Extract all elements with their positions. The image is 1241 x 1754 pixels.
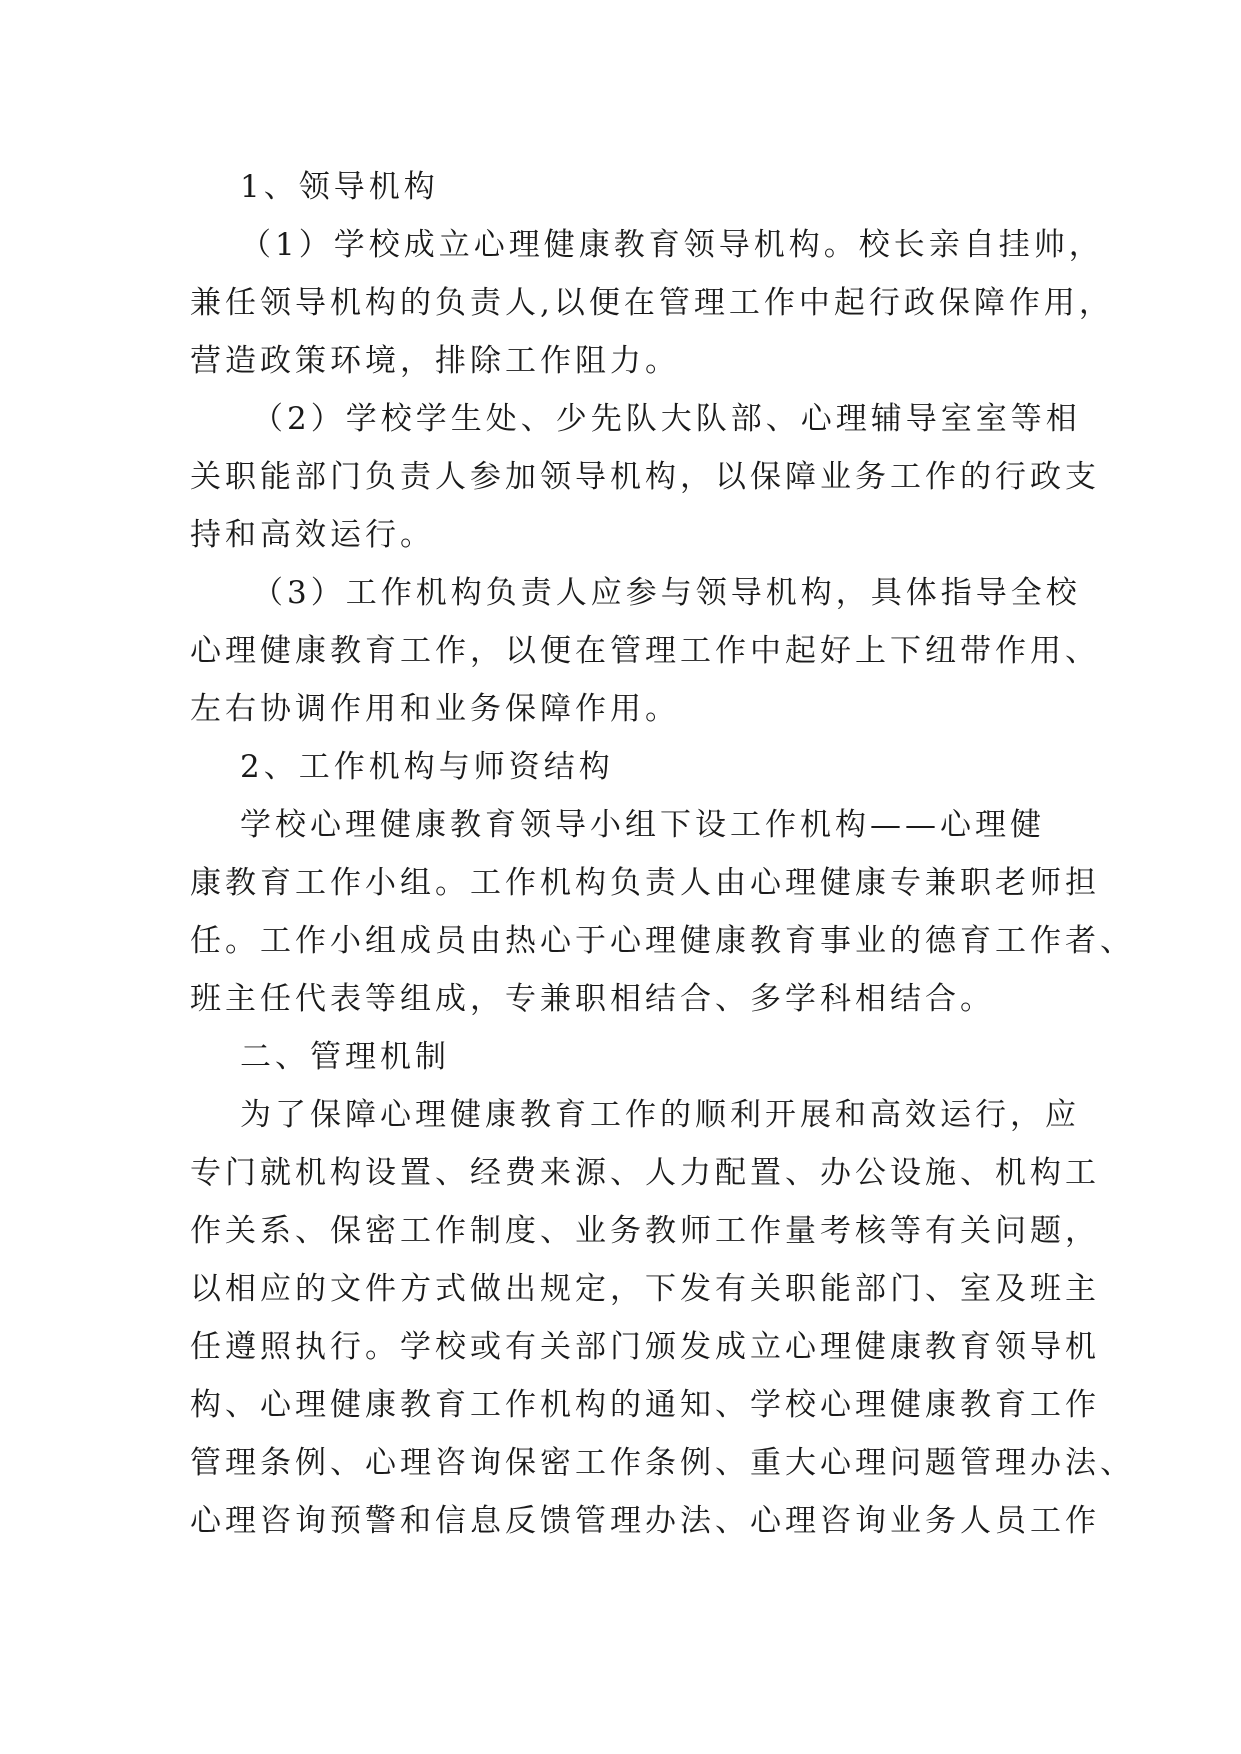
paragraph-line: 专门就机构设置、经费来源、人力配置、办公设施、机构工 (190, 1155, 1100, 1191)
paragraph-line: （1）学校成立心理健康教育领导机构。校长亲自挂帅， (240, 227, 1104, 263)
paragraph-line: 任。工作小组成员由热心于心理健康教育事业的德育工作者、 (190, 923, 1135, 959)
paragraph-line: 管理条例、心理咨询保密工作条例、重大心理问题管理办法、 (190, 1445, 1135, 1481)
paragraph-line: 任遵照执行。学校或有关部门颁发成立心理健康教育领导机 (190, 1329, 1100, 1365)
paragraph-line: 学校心理健康教育领导小组下设工作机构——心理健 (240, 807, 1045, 843)
paragraph-line: 营造政策环境，排除工作阻力。 (190, 343, 680, 379)
paragraph-line: 心理咨询预警和信息反馈管理办法、心理咨询业务人员工作 (190, 1503, 1100, 1539)
paragraph-line: 心理健康教育工作，以便在管理工作中起好上下纽带作用、 (190, 633, 1100, 669)
paragraph-line: 作关系、保密工作制度、业务教师工作量考核等有关问题， (190, 1213, 1100, 1249)
paragraph-line: （2）学校学生处、少先队大队部、心理辅导室室等相 (252, 401, 1081, 437)
paragraph-line: （3）工作机构负责人应参与领导机构，具体指导全校 (252, 575, 1081, 611)
paragraph-line: 以相应的文件方式做出规定，下发有关职能部门、室及班主 (190, 1271, 1100, 1307)
heading-management-mechanism: 二、管理机制 (240, 1039, 450, 1075)
paragraph-line: 班主任代表等组成，专兼职相结合、多学科相结合。 (190, 981, 995, 1017)
document-body (190, 158, 1135, 1550)
paragraph-line: 构、心理健康教育工作机构的通知、学校心理健康教育工作 (190, 1387, 1100, 1423)
heading-work-structure: 2、工作机构与师资结构 (240, 749, 614, 785)
paragraph-line: 左右协调作用和业务保障作用。 (190, 691, 680, 727)
paragraph-line: 为了保障心理健康教育工作的顺利开展和高效运行，应 (240, 1097, 1080, 1133)
paragraph-line: 兼任领导机构的负责人,以便在管理工作中起行政保障作用， (190, 285, 1114, 321)
paragraph-line: 关职能部门负责人参加领导机构，以保障业务工作的行政支 (190, 459, 1100, 495)
heading-leadership-body: 1、领导机构 (240, 169, 439, 205)
paragraph-line: 持和高效运行。 (190, 517, 435, 553)
paragraph-line: 康教育工作小组。工作机构负责人由心理健康专兼职老师担 (190, 865, 1100, 901)
